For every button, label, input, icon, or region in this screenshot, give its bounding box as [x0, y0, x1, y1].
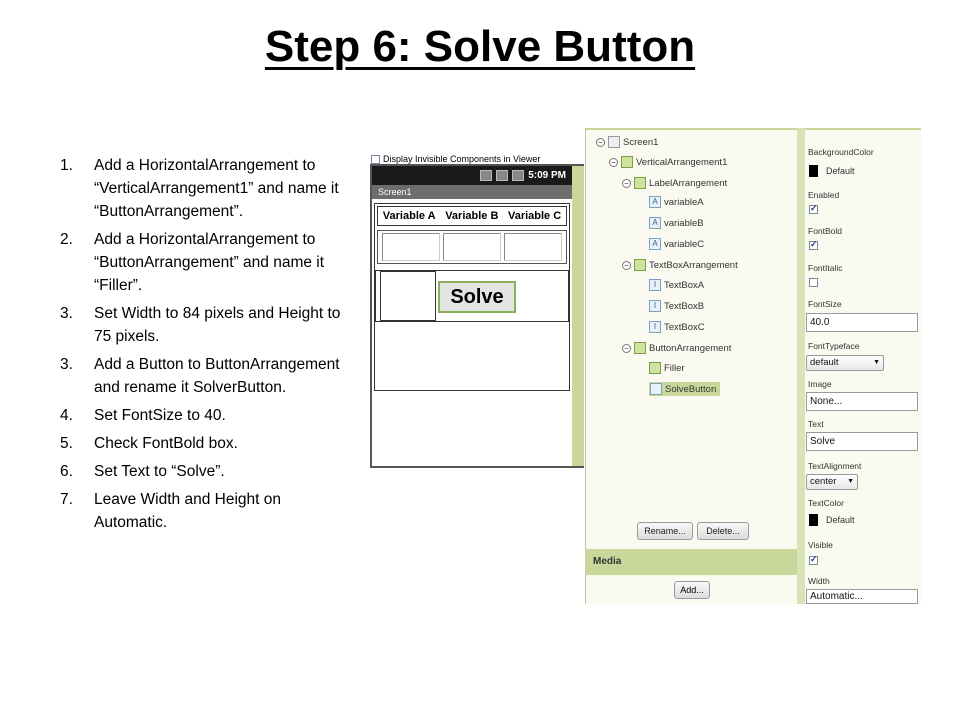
screen-title-bar: Screen1: [372, 185, 572, 199]
fontbold-checkbox[interactable]: [809, 241, 818, 250]
phone-viewer: [370, 164, 584, 468]
background-color-swatch[interactable]: [809, 165, 818, 177]
step-item: [60, 228, 352, 297]
fonttypeface-value: default: [810, 357, 839, 368]
label-icon: A: [649, 196, 661, 208]
step-text: Add a Button to ButtonArrangement and rename it SolverButton.: [94, 356, 340, 396]
background-color-value[interactable]: Default: [826, 166, 855, 176]
solve-button-preview[interactable]: Solve: [438, 281, 516, 313]
prop-label-fontitalic: FontItalic: [808, 263, 843, 273]
label-arrangement-preview[interactable]: [377, 206, 567, 226]
step-text: Leave Width and Height on Automatic.: [94, 491, 281, 531]
signal-icon: [496, 170, 508, 181]
add-media-button[interactable]: Add...: [674, 581, 710, 599]
tree-item-textboxb[interactable]: [649, 300, 704, 312]
arrangement-icon: [649, 362, 661, 374]
text-color-value[interactable]: Default: [826, 515, 855, 525]
step-text: Set Text to “Solve”.: [94, 463, 225, 480]
tree-item-variablec[interactable]: [649, 238, 704, 250]
textbox-icon: I: [649, 321, 661, 333]
arrangement-icon: [634, 259, 646, 271]
status-time: 5:09 PM: [528, 170, 566, 181]
slide-title: Step 6: Solve Button: [264, 22, 696, 71]
tree-item-label: TextBoxB: [664, 300, 705, 312]
button-arrangement-preview[interactable]: [375, 270, 569, 322]
tree-item-label: TextBoxArrangement: [649, 259, 738, 271]
step-number: 3.: [60, 356, 73, 373]
prop-label-backgroundcolor: BackgroundColor: [808, 147, 874, 157]
tree-item-label: TextBoxA: [664, 279, 705, 291]
step-item: [60, 302, 352, 348]
label-variable-a[interactable]: Variable A: [382, 210, 436, 222]
dropdown-arrow-icon: ▼: [873, 359, 880, 366]
tree-item-solvebutton[interactable]: [649, 382, 720, 396]
textbox-icon: I: [649, 279, 661, 291]
prop-label-textalignment: TextAlignment: [808, 461, 862, 471]
step-text: Set Width to 84 pixels and Height to 75 pixels.: [94, 305, 341, 345]
prop-label-enabled: Enabled: [808, 190, 840, 200]
status-bar: [372, 166, 572, 185]
text-color-swatch[interactable]: [809, 514, 818, 526]
fontitalic-checkbox[interactable]: [809, 278, 818, 287]
textbox-b-preview[interactable]: [443, 233, 501, 261]
tree-item-textboxc[interactable]: [649, 321, 705, 333]
step-item: [60, 404, 352, 427]
tree-item-label: TextBoxC: [664, 321, 705, 333]
button-icon: [650, 383, 662, 395]
tree-item-textboxarrangement[interactable]: [622, 259, 738, 271]
tree-item-label: Filler: [664, 362, 685, 374]
prop-label-fontbold: FontBold: [808, 226, 843, 236]
step-number: 1.: [60, 157, 73, 174]
step-number: 6.: [60, 463, 73, 480]
rename-button[interactable]: Rename...: [637, 522, 693, 540]
textbox-c-preview[interactable]: [504, 233, 562, 261]
display-invisible-label: Display Invisible Components in Viewer: [383, 154, 541, 164]
textalignment-value: center: [810, 476, 837, 487]
step-item: [60, 353, 352, 399]
collapse-icon[interactable]: −: [609, 158, 618, 167]
prop-label-text: Text: [808, 419, 824, 429]
label-icon: A: [649, 217, 661, 229]
fontsize-input[interactable]: 40.0: [806, 313, 918, 332]
image-picker[interactable]: None...: [806, 392, 918, 411]
tree-item-verticalarrangement1[interactable]: [609, 156, 727, 168]
tree-item-labelarrangement[interactable]: [622, 177, 727, 189]
label-variable-b[interactable]: Variable B: [445, 210, 499, 222]
tree-item-label: variableB: [664, 217, 704, 229]
arrangement-icon: [634, 342, 646, 354]
textbox-a-preview[interactable]: [382, 233, 440, 261]
width-picker[interactable]: Automatic...: [806, 589, 918, 604]
step-number: 2.: [60, 231, 73, 248]
arrangement-icon: [621, 156, 633, 168]
notification-icon: [480, 170, 492, 181]
textbox-arrangement-preview[interactable]: [377, 230, 567, 264]
tree-item-variableb[interactable]: [649, 217, 704, 229]
arrangement-icon: [634, 177, 646, 189]
prop-label-visible: Visible: [808, 540, 833, 550]
tree-item-buttonarrangement[interactable]: [622, 342, 731, 354]
viewer-scrollbar[interactable]: [572, 166, 584, 466]
tree-item-label: Screen1: [623, 136, 659, 148]
tree-item-label: variableA: [664, 196, 704, 208]
collapse-icon[interactable]: −: [622, 344, 631, 353]
label-variable-c[interactable]: Variable C: [507, 210, 562, 222]
panel-divider: [797, 128, 805, 604]
collapse-icon[interactable]: −: [596, 138, 605, 147]
tree-item-label: variableC: [664, 238, 705, 250]
steps-list: [60, 154, 352, 539]
prop-label-fonttypeface: FontTypeface: [808, 341, 860, 351]
step-text: Set FontSize to 40.: [94, 407, 226, 424]
step-item: [60, 432, 352, 455]
tree-item-label: ButtonArrangement: [649, 342, 732, 354]
step-text: Check FontBold box.: [94, 435, 238, 452]
tree-item-label: LabelArrangement: [649, 177, 728, 189]
step-number: 4.: [60, 407, 73, 424]
tree-item-label: SolveButton: [665, 383, 717, 395]
prop-label-textcolor: TextColor: [808, 498, 844, 508]
filler-preview[interactable]: [380, 271, 436, 321]
tree-item-screen1[interactable]: [596, 136, 658, 148]
battery-icon: [512, 170, 524, 181]
step-number: 5.: [60, 435, 73, 452]
screen-icon: [608, 136, 620, 148]
delete-button[interactable]: Delete...: [697, 522, 749, 540]
tree-item-label: VerticalArrangement1: [636, 156, 728, 168]
collapse-icon[interactable]: −: [622, 261, 631, 270]
textbox-icon: I: [649, 300, 661, 312]
prop-label-width: Width: [808, 576, 830, 586]
tree-item-filler[interactable]: [649, 362, 685, 374]
media-header: Media: [585, 549, 797, 575]
fonttypeface-select[interactable]: [806, 355, 884, 371]
step-number: 3.: [60, 305, 73, 322]
display-invisible-toggle[interactable]: [371, 154, 540, 164]
step-item: [60, 154, 352, 223]
text-input[interactable]: Solve: [806, 432, 918, 451]
tree-item-variablea[interactable]: [649, 196, 704, 208]
textalignment-select[interactable]: [806, 474, 858, 490]
display-invisible-checkbox[interactable]: [371, 155, 380, 164]
dropdown-arrow-icon: ▼: [847, 478, 854, 485]
step-number: 7.: [60, 491, 73, 508]
prop-label-fontsize: FontSize: [808, 299, 842, 309]
label-icon: A: [649, 238, 661, 250]
visible-checkbox[interactable]: [809, 556, 818, 565]
enabled-checkbox[interactable]: [809, 205, 818, 214]
step-item: [60, 460, 352, 483]
vertical-arrangement-preview[interactable]: [374, 203, 570, 391]
prop-label-image: Image: [808, 379, 832, 389]
step-text: Add a HorizontalArrangement to “ButtonArrangement” and name it “Filler”.: [94, 231, 325, 294]
step-text: Add a HorizontalArrangement to “VerticalArrangement1” and name it “ButtonArrangement”.: [94, 157, 339, 220]
step-item: [60, 488, 352, 534]
collapse-icon[interactable]: −: [622, 179, 631, 188]
panel-top-border: [586, 128, 797, 130]
tree-item-textboxa[interactable]: [649, 279, 704, 291]
